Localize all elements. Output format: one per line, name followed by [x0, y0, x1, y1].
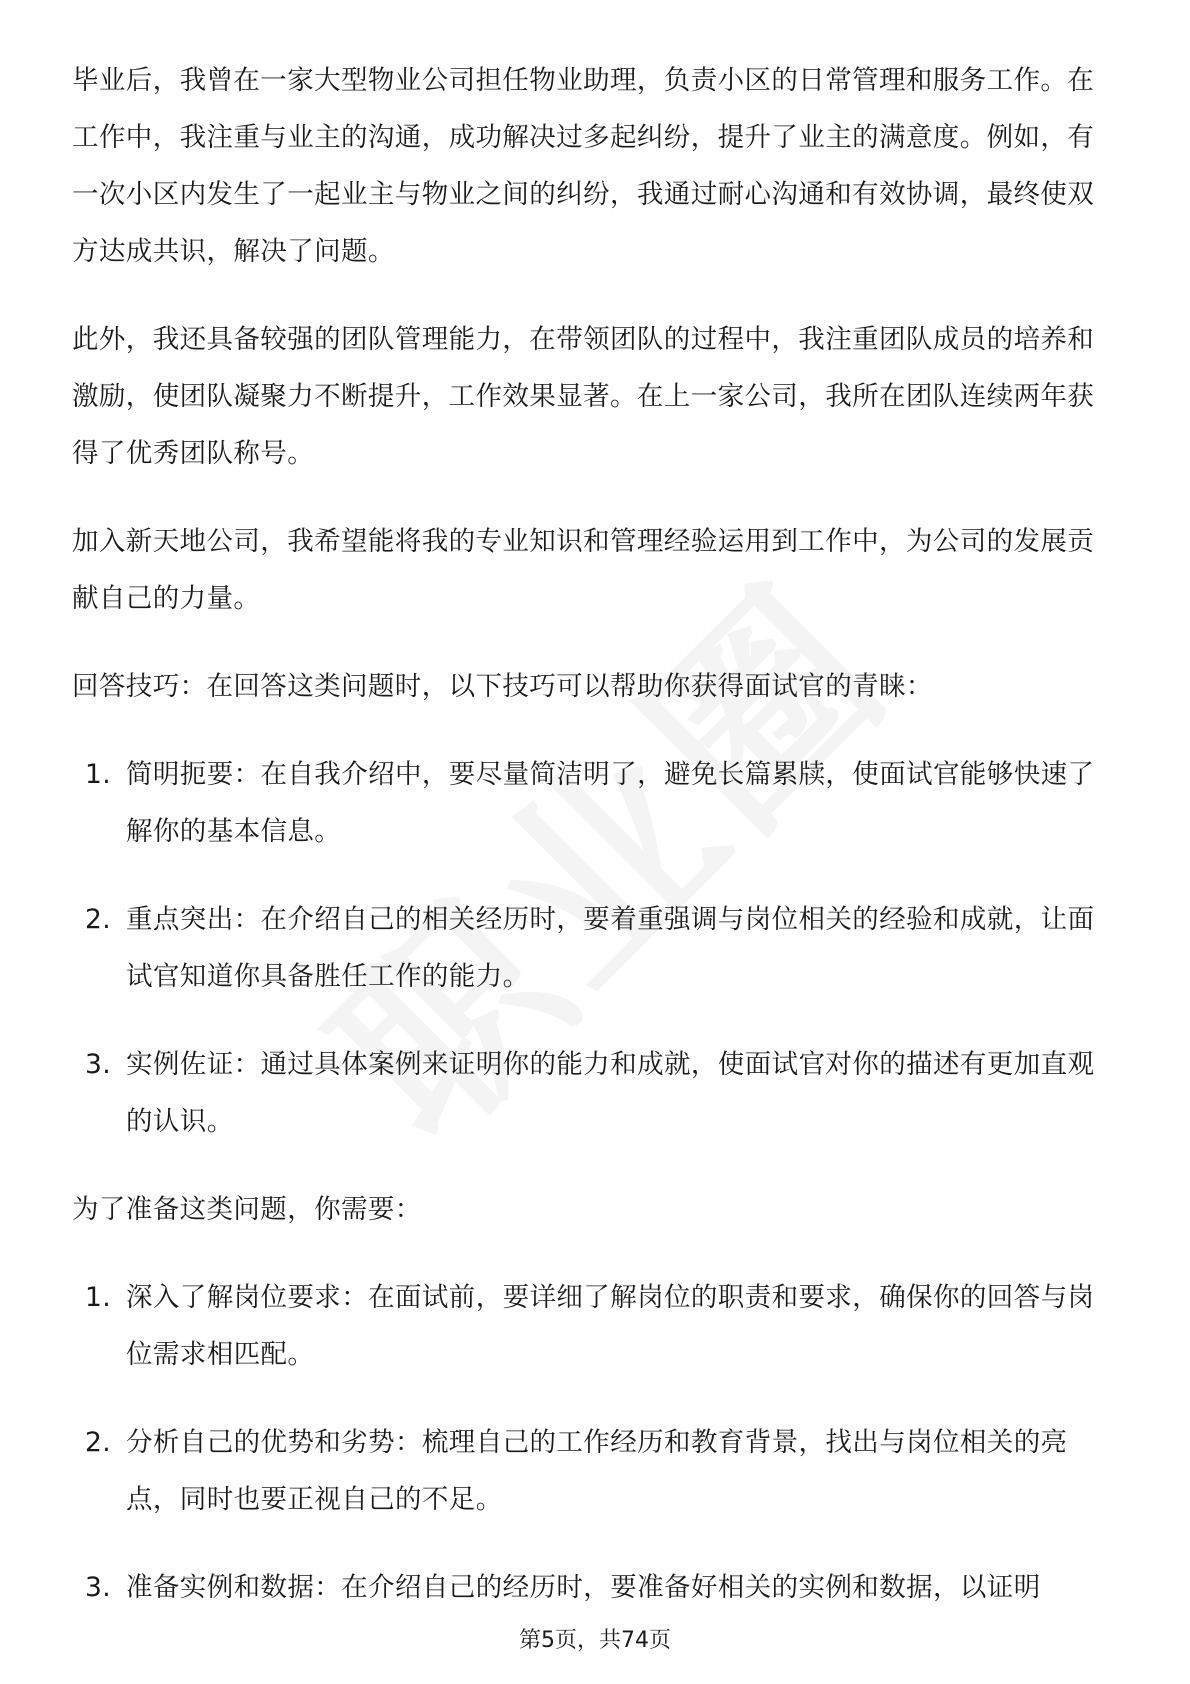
paragraph-prep-intro: 为了准备这类问题，你需要：: [72, 1194, 422, 1225]
list-item-text: 分析自己的优势和劣势：梳理自己的工作经历和教育背景，找出与岗位相关的亮点，同时也要正视自己的不足。: [126, 1427, 1068, 1515]
paragraph-tips-intro: 回答技巧：在回答这类问题时，以下技巧可以帮助你获得面试官的青睐：: [72, 671, 933, 702]
list-number: 3.: [85, 1572, 112, 1603]
list-number: 2.: [85, 904, 112, 935]
list-item-text: 重点突出：在介绍自己的相关经历时，要着重强调与岗位相关的经验和成就，让面试官知道你具备胜任工作的能力。: [126, 904, 1095, 992]
paragraph-team-management: 此外，我还具备较强的团队管理能力，在带领团队的过程中，我注重团队成员的培养和激励，使团队凝聚力不断提升，工作效果显著。在上一家公司，我所在团队连续两年获得了优秀团队称号。: [72, 324, 1095, 469]
list-item: [72, 891, 1118, 1005]
list-item: [72, 1559, 1118, 1616]
list-item: [72, 1414, 1118, 1528]
list-number: 1.: [85, 1282, 112, 1313]
list-item: [72, 746, 1118, 860]
document-body: [72, 52, 1118, 1647]
list-item: [72, 1269, 1118, 1383]
paragraph-experience: 毕业后，我曾在一家大型物业公司担任物业助理，负责小区的日常管理和服务工作。在工作中，我注重与业主的沟通，成功解决过多起纠纷，提升了业主的满意度。例如，有一次小区内发生了一起业主与物业之间的纠纷，我通过耐心沟通和有效协调，最终使双方达成共识，解决了问题。: [72, 65, 1095, 267]
list-number: 1.: [85, 759, 112, 790]
list-item-text: 深入了解岗位要求：在面试前，要详细了解岗位的职责和要求，确保你的回答与岗位需求相匹配。: [126, 1282, 1095, 1370]
list-item-text: 实例佐证：通过具体案例来证明你的能力和成就，使面试官对你的描述有更加直观的认识。: [126, 1049, 1095, 1137]
list-number: 2.: [85, 1427, 112, 1458]
prep-list: [72, 1269, 1118, 1616]
paragraph-motivation: 加入新天地公司，我希望能将我的专业知识和管理经验运用到工作中，为公司的发展贡献自己的力量。: [72, 526, 1095, 614]
list-item-text: 准备实例和数据：在介绍自己的经历时，要准备好相关的实例和数据，以证明: [126, 1572, 1041, 1603]
list-number: 3.: [85, 1049, 112, 1080]
tips-list: [72, 746, 1118, 1150]
list-item-text: 简明扼要：在自我介绍中，要尽量简洁明了，避免长篇累牍，使面试官能够快速了解你的基本信息。: [126, 759, 1095, 847]
list-item: [72, 1036, 1118, 1150]
page-footer: 第5页，共74页: [519, 1628, 671, 1653]
